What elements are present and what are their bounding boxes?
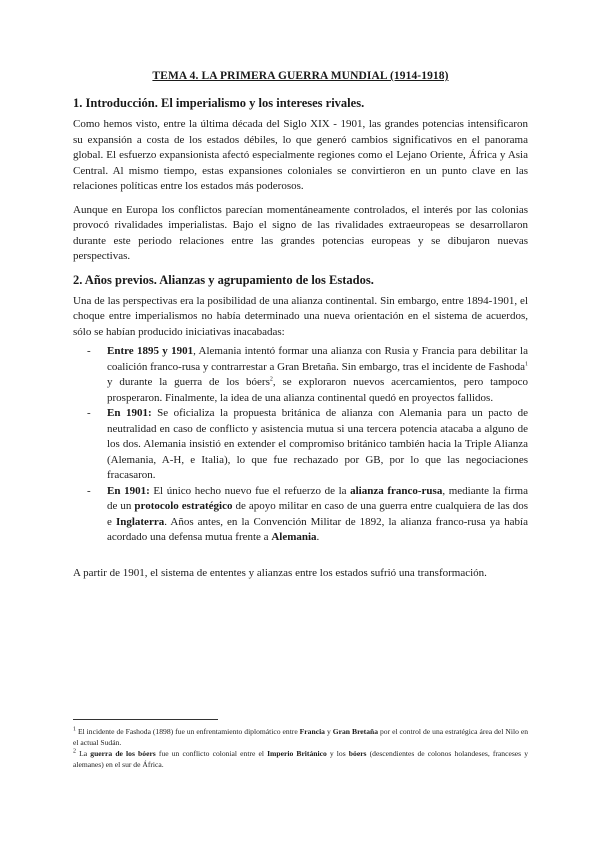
footnote-text: fue un conflicto colonial entre el [155, 749, 268, 758]
list-item-text: . Años antes, en la Convención Militar de 1892, la alianza franco-rusa ya había acordado una defensa mutua frente a [107, 515, 528, 543]
footnote-text: La [76, 749, 91, 758]
document-body [73, 70, 528, 581]
list-item-text: El único hecho nuevo fue el refuerzo de la [149, 484, 351, 497]
list-dash: - [87, 484, 91, 497]
footnote-1 [73, 726, 528, 748]
footnote-ref-1[interactable]: 1 [525, 360, 528, 367]
footnote-number: 2 [73, 748, 76, 755]
list-dash: - [87, 407, 91, 419]
section-2-heading: 2. Años previos. Alianzas y agrupamiento de los Estados. [73, 272, 374, 287]
bold-text: En 1901: [107, 484, 150, 497]
footnote-text: (descendientes de colonos holandeses, franceses y alemanes) en el sur de África. [73, 749, 529, 769]
footnote-text: por el control de una estratégica área del Nilo en el actual Sudán. [73, 727, 529, 747]
list-item-1901-franco-russian [87, 484, 528, 546]
section-2-intro: Una de las perspectivas era la posibilidad de una alianza continental. Sin embargo, entre 1894-1901, el choque entre imperialismos no había determinado una nueva orientación en el sistema de acuerdos, sólo se habían producido iniciativas inacabadas: [73, 294, 528, 338]
section-1-paragraph-2: Aunque en Europa los conflictos parecían momentáneamente controlados, el interés por las colonias provocó rivalidades imperialistas. Bajo el signo de las rivalidades extraeuropeas se desarrollaron durante este periodo relaciones entre las grandes potencias europeas y se dibujaron nuevas perspectivas. [73, 203, 528, 262]
bold-text: En 1901: [107, 407, 152, 419]
bold-text: Francia [299, 727, 325, 736]
bold-text: Entre 1895 y 1901 [107, 345, 194, 357]
bold-text: Imperio Británico [267, 749, 327, 758]
document-title: TEMA 4. LA PRIMERA GUERRA MUNDIAL (1914-1918) [152, 70, 449, 82]
bold-text: guerra de los bóers [90, 749, 156, 758]
bold-text: bóers [348, 749, 367, 758]
section-2-closing: A partir de 1901, el sistema de ententes y alianzas entre los estados sufrió una transformación. [73, 566, 487, 579]
list-item-text: de apoyo militar en caso de una guerra entre cualquiera de las dos e [107, 500, 528, 528]
list-item-1901-proposal [87, 406, 528, 484]
list-item-text: y durante la guerra de los bóers [107, 376, 270, 388]
footnote-ref-2[interactable]: 2 [269, 376, 273, 383]
alliance-list [73, 344, 528, 546]
footnote-2 [73, 748, 528, 770]
footnotes [73, 726, 528, 770]
list-dash: - [87, 345, 91, 357]
footnote-text: y [324, 727, 333, 736]
footnote-separator [73, 719, 218, 720]
list-item-text: , Alemania intentó formar una alianza con Rusia y Francia para debilitar la coalición franco-rusa y contrarrestar a Gran Bretaña. Sin embargo, tras el incidente de Fashoda [107, 345, 528, 373]
list-item-1895-1901 [87, 344, 528, 406]
bold-text: protocolo estratégico [134, 500, 233, 512]
list-item-text: , se exploraron nuevos acercamientos, pero tampoco prosperaron. Finalmente, la idea de una alianza continental quedó en proyectos fallidos. [107, 376, 528, 404]
section-1-heading: 1. Introducción. El imperialismo y los intereses rivales. [73, 96, 365, 110]
list-item-text: Se oficializa la propuesta británica de alianza con Alemania para un pacto de neutralidad en caso de conflicto y asistencia mutua si una tercera potencia atacaba a alguno de los dos. Alemania insistió en extender el compromiso británico también hacia la Triple Alianza (Alemania, A-H, e Italia), lo que fue rechazado por GB, por lo que las negociaciones fracasaron. [107, 407, 528, 481]
bold-text: alianza franco-rusa [350, 484, 443, 497]
list-item-text: , mediante la firma de un [107, 484, 528, 512]
footnote-text: El incidente de Fashoda (1898) fue un enfrentamiento diplomático entre [76, 727, 300, 736]
footnote-number: 1 [73, 726, 76, 733]
list-item-text: . [316, 531, 320, 543]
bold-text: Inglaterra [115, 515, 165, 528]
section-1-paragraph-1: Como hemos visto, entre la última década del Siglo XIX - 1901, las grandes potencias intensificaron su expansión a costa de los estados débiles, lo que generó cambios significativos en el panorama global. El esfuerzo expansionista afectó especialmente regiones como el Lejano Oriente, África y Asia Central. Al mismo tiempo, estas expansiones coloniales se convirtieron en un punto clave en las relaciones políticas entre los estados más poderosos. [73, 118, 528, 192]
bold-text: Gran Bretaña [332, 727, 379, 736]
footnote-text: y los [326, 749, 349, 758]
bold-text: Alemania [271, 531, 317, 543]
